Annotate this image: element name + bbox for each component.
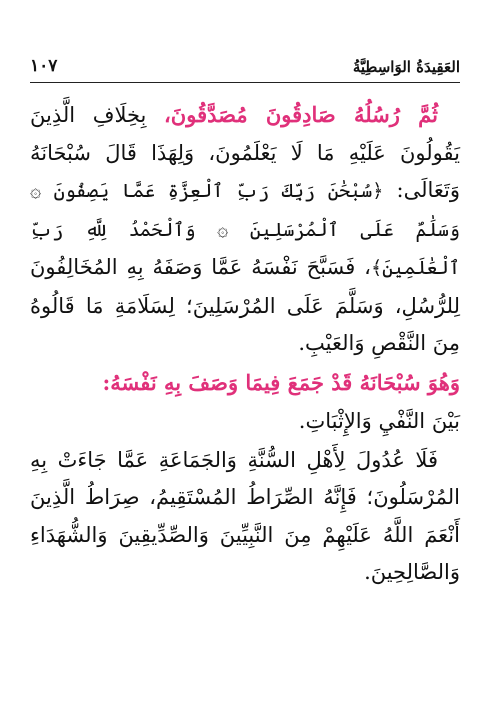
paragraph-3 (30, 442, 460, 592)
page-header (30, 54, 460, 80)
commentary-2: بَيْنَ النَّفْيِ وَالإِثْبَاتِ. (298, 409, 460, 433)
running-title: العَقِيدَةُ الوَاسِطِيَّةُ (352, 58, 460, 76)
matn-heading-1: ثُمَّ رُسُلُهُ صَادِقُونَ مُصَدَّقُونَ، (164, 102, 438, 127)
commentary-3: فَلَا عُدُولَ لِأَهْلِ السُّنَّةِ وَالجَمَاعَةِ عَمَّا جَاءَتْ بِهِ المُرْسَلُونَ؛ فَإِنَّهُ الصِّرَاطُ المُسْتَقِيمُ، صِرَاطُ الَّذِينَ أَنْعَمَ اللَّهُ عَلَيْهِمْ مِنَ النَّبِيِّينَ وَالصِّدِّيقِينَ وَالشُّهَدَاءِ وَالصَّالِحِينَ. (30, 447, 460, 584)
paragraph-1 (30, 96, 460, 363)
quran-verse: ﴿سُبْحَٰنَ رَبِّكَ رَبِّ ٱلْعِزَّةِ عَمَّا يَصِفُونَ ۞ وَسَلَٰمٌ عَلَى ٱلْمُرْسَلِينَ ۞ وَٱلْحَمْدُ لِلَّهِ رَبِّ ٱلْعَٰلَمِينَ﴾ (30, 180, 460, 279)
paragraph-2-body (30, 403, 460, 441)
header-rule (30, 82, 460, 83)
paragraph-2 (30, 364, 460, 403)
commentary-1a: بِخِلَافِ الَّذِينَ يَقُولُونَ عَلَيْهِ مَا لَا يَعْلَمُونَ، وَلِهَذَا قَالَ سُبْحَانَهُ وَتَعَالَى: (30, 103, 460, 202)
page-number: ١٠٧ (30, 56, 58, 76)
commentary-1b: ، فَسَبَّحَ نَفْسَهُ عَمَّا وَصَفَهُ بِهِ المُخَالِفُونَ لِلرُّسُلِ، وَسَلَّمَ عَلَى المُرْسَلِينَ؛ لِسَلَامَةِ مَا قَالُوهُ مِنَ النَّقْصِ وَالعَيْبِ. (30, 255, 460, 355)
body-text (30, 96, 460, 592)
matn-heading-2: وَهُوَ سُبْحَانَهُ قَدْ جَمَعَ فِيمَا وَصَفَ بِهِ نَفْسَهُ: (102, 369, 460, 395)
